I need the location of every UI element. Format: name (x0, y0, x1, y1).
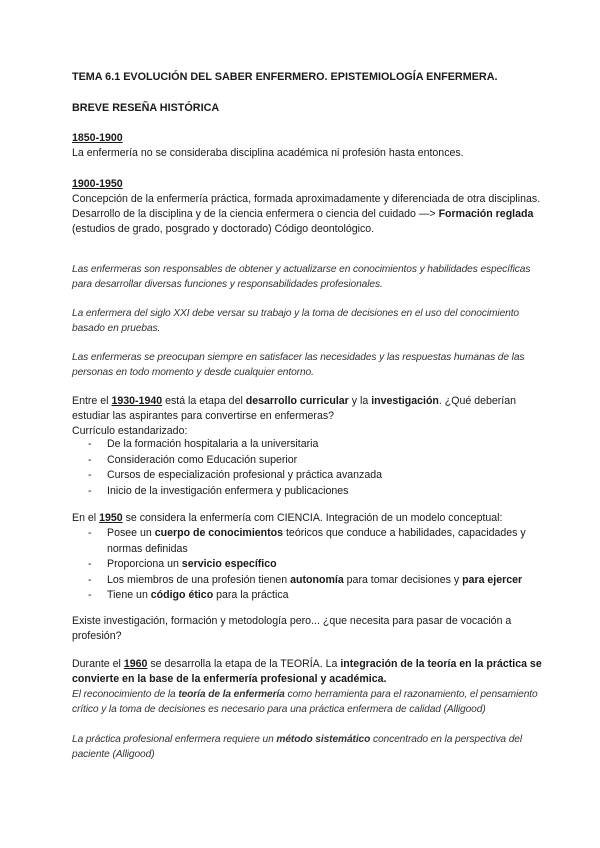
item3c: para tomar decisiones y (343, 573, 463, 586)
p1930-mid2: y la (348, 395, 372, 407)
section-1950 (72, 511, 542, 526)
document-title: TEMA 6.1 EVOLUCIÓN DEL SABER ENFERMERO. EPISTEMIOLOGÍA ENFERMERA. (72, 71, 498, 83)
section-1850 (72, 131, 542, 161)
period-heading-1900: 1900-1950 (72, 178, 123, 190)
list-item (88, 557, 538, 573)
p1950-pre: En el (72, 512, 100, 524)
p1960-pre: Durante el (72, 658, 124, 670)
item2a: Proporciona un (107, 558, 182, 570)
item1a: Posee un (107, 527, 155, 539)
list-item: - Consideración como Educación superior (88, 453, 538, 469)
metodo-sistematico-bold: método sistemático (276, 734, 371, 745)
list-item: - De la formación hospitalaria a la universitaria (88, 437, 538, 453)
period-text-1900-c: (estudios de grado, posgrado y doctorado) Código deontológico. (72, 223, 375, 235)
quote-1: Las enfermeras son responsables de obtener y actualizarse en conocimientos y habilidades específicas para desarrollar diversas funciones y responsabilidades profesionales. (72, 264, 531, 290)
section-1930 (72, 394, 542, 439)
list-item (88, 526, 538, 557)
servicio-especifico-bold: servicio específico (181, 558, 277, 570)
item4a: Tiene un (107, 589, 151, 601)
q2a: La práctica profesional enfermera requiere un (72, 734, 277, 745)
cuerpo-conocimientos-bold: cuerpo de conocimientos (154, 527, 284, 539)
codigo-etico-bold: código ético (150, 589, 214, 601)
quote-alligood-1 (72, 687, 542, 717)
desarrollo-curricular-bold: desarrollo curricular (245, 395, 349, 407)
teoria-enfermeria-bold: teoría de la enfermería (178, 689, 285, 700)
autonomia-bold: autonomía (290, 573, 344, 586)
p1930-post: . ¿Qué deberían estudiar las aspirantes para convertirse en enfermeras? (72, 395, 517, 422)
section-subtitle: BREVE RESEÑA HISTÓRICA (72, 102, 220, 114)
period-heading-1850: 1850-1900 (72, 132, 123, 144)
p1960-mid: se desarrolla la etapa de la TEORÍA. La (147, 658, 341, 670)
quote-2: La enfermera del siglo XXI debe versar su trabajo y la toma de decisiones en el uso del conocimiento basado en pruebas. (72, 308, 520, 334)
p1950-post: se considera la enfermería com CIENCIA. Integración de un modelo conceptual: (122, 512, 503, 524)
curriculum-list (88, 437, 538, 499)
curriculo-label: Currículo estandarizado: (72, 425, 188, 437)
para-ejercer-bold: para ejercer (462, 573, 523, 586)
item1c: teóricos que conduce a habilidades, capacidades y normas definidas (107, 527, 526, 555)
section-1900 (72, 177, 542, 237)
p1950-closing: Existe investigación, formación y metodología pero... ¿que necesita para pasar de vocación a profesión? (72, 615, 512, 642)
q2c: concentrado en la perspectiva del paciente (Alligood) (72, 734, 523, 760)
year-1930: 1930-1940 (111, 395, 163, 407)
q1c: como herramienta para el razonamiento, el pensamiento crítico y la toma de decisiones es necesario para una práctica enfermera de calidad (Alligood) (72, 689, 538, 715)
period-text-1900-b: Desarrollo de la disciplina y de la ciencia enfermera o ciencia del cuidado —> (72, 208, 439, 220)
item4c: para la práctica (213, 589, 289, 601)
year-1950: 1950 (99, 512, 123, 524)
period-text-1900-a: Concepción de la enfermería práctica, formada aproximadamente y diferenciada de otra disciplinas. (72, 193, 541, 205)
integracion-teoria-bold: integración de la teoría en la práctica se convierte en la base de la enfermería profesional y académica. (72, 658, 542, 685)
period-text-1850: La enfermería no se consideraba disciplina académica ni profesión hasta entonces. (72, 147, 464, 159)
investigacion-bold: investigación (371, 395, 439, 407)
list-item: - Cursos de especialización profesional y práctica avanzada (88, 468, 538, 484)
item3a: Los miembros de una profesión tienen (107, 573, 291, 586)
list-item: - Inicio de la investigación enfermera y publicaciones (88, 484, 538, 500)
q1a: El reconocimiento de la (72, 689, 179, 700)
science-list (88, 526, 538, 604)
list-item (88, 588, 538, 604)
quote-alligood-2 (72, 732, 542, 762)
section-1960 (72, 657, 542, 687)
quote-3: Las enfermeras se preocupan siempre en satisfacer las necesidades y las respuestas humanas de las personas en todo momento y desde cualquier entorno. (72, 352, 525, 378)
list-item (88, 573, 538, 589)
p1930-pre: Entre el (72, 395, 112, 407)
formacion-reglada-bold: Formación reglada (438, 208, 534, 220)
year-1960: 1960 (123, 658, 148, 670)
p1930-mid1: está la etapa del (162, 395, 246, 407)
